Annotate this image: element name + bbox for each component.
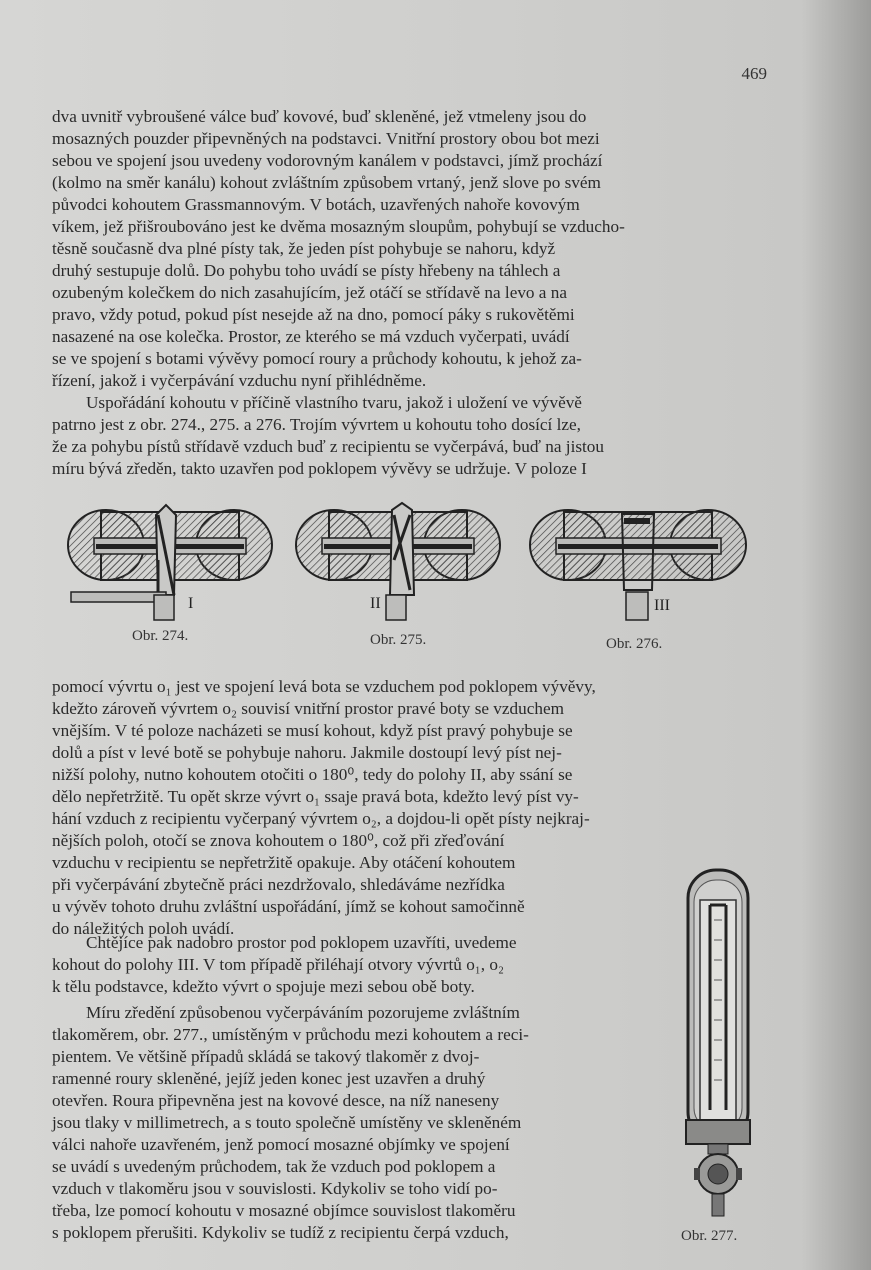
figure-caption: Obr. 277. bbox=[681, 1228, 738, 1244]
text-line: válci nahoře uzavřeném, jenž pomocí mosazné objímky ve spojení bbox=[52, 1135, 510, 1154]
text-line: pientem. Ve většině případů skládá se takový tlakoměr z dvoj- bbox=[52, 1047, 480, 1066]
text-line: míru bývá zředěn, takto uzavřen pod poklopem vývěvy se udržuje. V poloze I bbox=[52, 459, 587, 478]
figure-274 bbox=[66, 500, 276, 625]
valve-diagram-275 bbox=[294, 500, 504, 625]
text-line: při vyčerpávání zbytečně práci nezdržovalo, shledáváme nezřídka bbox=[52, 875, 505, 894]
text-line: původci kohoutem Grassmannovým. V botách, uzavřených nahoře kovovým bbox=[52, 195, 580, 214]
text-line: hání vzduch z recipientu vyčerpaný vývrtem o₂, a dojdou-li opět písty nejkraj- bbox=[52, 809, 590, 828]
paragraph-1 bbox=[52, 106, 756, 392]
text-line: kohout do polohy III. V tom případě přiléhají otvory vývrtů o₁, o₂ bbox=[52, 955, 504, 974]
text-line: víkem, jež přišroubováno jest ke dvěma mosazným sloupům, pohybují se vzducho- bbox=[52, 217, 625, 236]
figure-caption: Obr. 276. bbox=[606, 636, 663, 652]
text-line: dva uvnitř vybroušené válce buď kovové, buď skleněné, jež vtmeleny jsou do bbox=[52, 107, 587, 126]
figure-276 bbox=[526, 500, 751, 625]
text-line: vzduch v tlakoměru jsou v souvislosti. Kdykoliv se toho vidí po- bbox=[52, 1179, 498, 1198]
text-line: mosazných pouzder připevněných na podstavci. Vnitřní prostory obou bot mezi bbox=[52, 129, 600, 148]
text-line: že za pohybu pístů střídavě vzduch buď z recipientu se vyčerpává, buď na jistou bbox=[52, 437, 604, 456]
figure-caption: Obr. 274. bbox=[132, 628, 189, 644]
manometer-illustration bbox=[680, 860, 760, 1220]
text-line: vnějším. V té poloze nacházeti se musí kohout, když píst pravý pohybuje se bbox=[52, 721, 573, 740]
text-line: Uspořádání kohoutu v příčině vlastního tvaru, jakož i uložení ve vývěvě bbox=[86, 393, 582, 412]
text-line: kdežto zároveň vývrtem o₂ souvisí vnitřní prostor pravé boty se vzduchem bbox=[52, 699, 564, 718]
paragraph-2 bbox=[52, 392, 756, 480]
text-line: se ve spojení s botami vývěvy pomocí roury a průchody kohoutu, k jehož za- bbox=[52, 349, 582, 368]
roman-label: II bbox=[370, 595, 381, 612]
text-line: patrno jest z obr. 274., 275. a 276. Trojím vývrtem u kohoutu toho dosící lze, bbox=[52, 415, 581, 434]
text-line: třeba, lze pomocí kohoutu v mosazné objímce souvislost tlakoměru bbox=[52, 1201, 516, 1220]
text-line: těsně současně dva plné písty tak, že jeden píst pohybuje se nahoru, když bbox=[52, 239, 556, 258]
text-line: otevřen. Roura připevněna jest na kovové desce, na níž naneseny bbox=[52, 1091, 500, 1110]
figure-277 bbox=[680, 860, 760, 1224]
text-line: vzduchu v recipientu se nepřetržitě opakuje. Aby otáčení kohoutem bbox=[52, 853, 516, 872]
text-line: ozubeným kolečkem do nich zasahujícím, jež otáčí se střídavě na levo a na bbox=[52, 283, 567, 302]
text-line: Míru zředění způsobenou vyčerpáváním pozorujeme zvláštním bbox=[86, 1003, 520, 1022]
text-line: druhý sestupuje dolů. Do pohybu toho uvádí se písty hřebeny na táhlech a bbox=[52, 261, 561, 280]
text-line: (kolmo na směr kanálu) kohout zvláštním způsobem vrtaný, jenž slove po svém bbox=[52, 173, 601, 192]
text-line: nějších poloh, otočí se znova kohoutem o 180⁰, což při zřeďování bbox=[52, 831, 505, 850]
text-line: tlakoměrem, obr. 277., umístěným v průchodu mezi kohoutem a reci- bbox=[52, 1025, 529, 1044]
figure-caption: Obr. 275. bbox=[370, 632, 427, 648]
text-line: ramenné roury skleněné, jejíž jeden konec jest uzavřen a druhý bbox=[52, 1069, 486, 1088]
text-line: jsou tlaky v millimetrech, a s touto společně umístěny ve skleněném bbox=[52, 1113, 522, 1132]
roman-label: I bbox=[188, 595, 194, 612]
figure-row bbox=[66, 500, 766, 660]
figure-275 bbox=[294, 500, 504, 625]
text-line: u vývěv tohoto druhu zvláštní uspořádání, jímž se kohout samočinně bbox=[52, 897, 525, 916]
paragraph-4 bbox=[52, 932, 652, 998]
valve-diagram-276 bbox=[526, 500, 751, 625]
text-line: k tělu podstavce, kdežto vývrt o spojuje mezi sebou obě boty. bbox=[52, 977, 475, 996]
paragraph-5 bbox=[52, 1002, 652, 1244]
page-number: 469 bbox=[741, 64, 767, 83]
text-line: dělo nepřetržitě. Tu opět skrze vývrt o₁ ssaje pravá bota, kdežto levý píst vy- bbox=[52, 787, 579, 806]
text-line: se uvádí s uvedeným průchodem, tak že vzduch pod poklopem a bbox=[52, 1157, 496, 1176]
text-line: nasazené na ose kolečka. Prostor, ze kterého se má vzduch vyčerpati, uvádí bbox=[52, 327, 570, 346]
text-line: s poklopem přerušiti. Kdykoliv se tudíž z recipientu čerpá vzduch, bbox=[52, 1223, 509, 1242]
text-line: Chtějíce pak nadobro prostor pod poklopem uzavříti, uvedeme bbox=[86, 933, 517, 952]
text-line: do náležitých poloh uvádí. bbox=[52, 919, 235, 938]
text-line: pomocí vývrtu o₁ jest ve spojení levá bota se vzduchem pod poklopem vývěvy, bbox=[52, 677, 596, 696]
text-line: dolů a píst v levé botě se pohybuje nahoru. Jakmile dostoupí levý píst nej- bbox=[52, 743, 562, 762]
paragraph-3 bbox=[52, 676, 752, 940]
text-line: řízení, jakož i vyčerpávání vzduchu nyní přihlédněme. bbox=[52, 371, 427, 390]
text-line: nižší polohy, nutno kohoutem otočiti o 180⁰, tedy do polohy II, aby ssání se bbox=[52, 765, 573, 784]
valve-diagram-274 bbox=[66, 500, 276, 625]
text-line: sebou ve spojení jsou uvedeny vodorovným kanálem v podstavci, jímž prochází bbox=[52, 151, 603, 170]
text-line: pravo, vždy potud, pokud píst nesejde až na dno, pomocí páky s rukovětěmi bbox=[52, 305, 575, 324]
roman-label: III bbox=[654, 597, 670, 614]
